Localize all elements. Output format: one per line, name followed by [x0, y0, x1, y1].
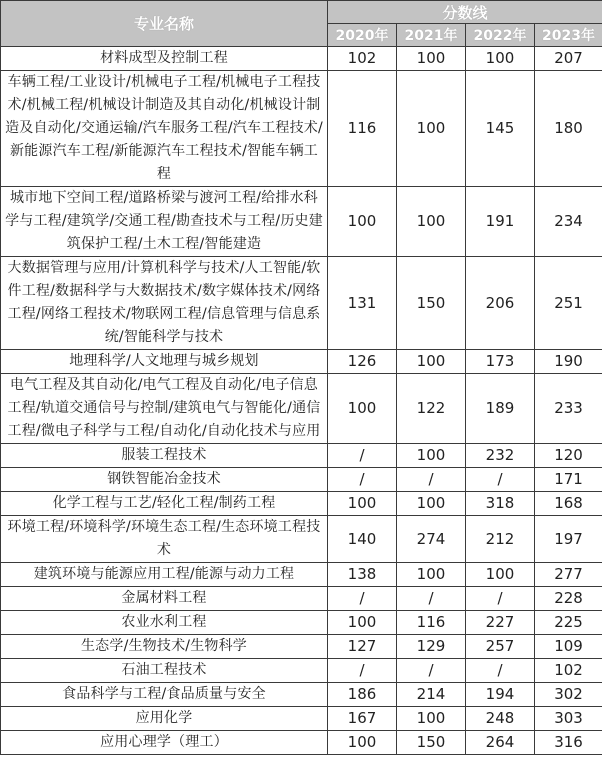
score-2023: 302 — [535, 683, 602, 707]
score-2023: 303 — [535, 707, 602, 731]
score-2021: / — [397, 468, 466, 492]
score-2021: 100 — [397, 187, 466, 257]
table-row — [1, 659, 602, 683]
score-2020: 100 — [328, 374, 397, 444]
score-2022: / — [466, 468, 535, 492]
score-2021: 150 — [397, 257, 466, 350]
score-2022: 100 — [466, 563, 535, 587]
score-2023: 207 — [535, 47, 602, 71]
score-2022: 232 — [466, 444, 535, 468]
table-row — [1, 468, 602, 492]
score-2022: 173 — [466, 350, 535, 374]
major-name: 服装工程技术 — [1, 444, 328, 468]
table-header — [1, 1, 602, 47]
score-2023: 228 — [535, 587, 602, 611]
major-name: 钢铁智能冶金技术 — [1, 468, 328, 492]
score-2023: 277 — [535, 563, 602, 587]
table-row — [1, 47, 602, 71]
score-2023: 171 — [535, 468, 602, 492]
score-2020: / — [328, 468, 397, 492]
major-name: 地理科学/人文地理与城乡规划 — [1, 350, 328, 374]
major-name: 化学工程与工艺/轻化工程/制药工程 — [1, 492, 328, 516]
score-2020: 138 — [328, 563, 397, 587]
score-2023: 251 — [535, 257, 602, 350]
score-2020: 100 — [328, 492, 397, 516]
score-2021: 150 — [397, 731, 466, 755]
major-column-header: 专业名称 — [1, 1, 328, 47]
score-2021: 100 — [397, 444, 466, 468]
score-2020: 127 — [328, 635, 397, 659]
score-2020: 131 — [328, 257, 397, 350]
score-2023: 190 — [535, 350, 602, 374]
table-row — [1, 257, 602, 350]
table-row — [1, 187, 602, 257]
score-2022: 264 — [466, 731, 535, 755]
major-name: 农业水利工程 — [1, 611, 328, 635]
major-name: 材料成型及控制工程 — [1, 47, 328, 71]
score-2023: 225 — [535, 611, 602, 635]
major-name: 城市地下空间工程/道路桥梁与渡河工程/给排水科学与工程/建筑学/交通工程/勘查技术与工程/历史建筑保护工程/土木工程/智能建造 — [1, 187, 328, 257]
major-name: 生态学/生物技术/生物科学 — [1, 635, 328, 659]
score-2022: 191 — [466, 187, 535, 257]
score-2023: 316 — [535, 731, 602, 755]
score-2022: 206 — [466, 257, 535, 350]
score-2020: 126 — [328, 350, 397, 374]
score-2022: 248 — [466, 707, 535, 731]
table-row — [1, 350, 602, 374]
score-2021: 129 — [397, 635, 466, 659]
score-2021: 122 — [397, 374, 466, 444]
score-2020: / — [328, 444, 397, 468]
score-2022: 227 — [466, 611, 535, 635]
score-2020: 116 — [328, 71, 397, 187]
year-header-2022: 2022年 — [466, 24, 535, 47]
score-2022: 100 — [466, 47, 535, 71]
score-2020: 186 — [328, 683, 397, 707]
score-2020: 100 — [328, 187, 397, 257]
score-2020: 167 — [328, 707, 397, 731]
score-2023: 180 — [535, 71, 602, 187]
major-name: 金属材料工程 — [1, 587, 328, 611]
score-2022: 212 — [466, 516, 535, 563]
score-2021: 214 — [397, 683, 466, 707]
score-2021: / — [397, 659, 466, 683]
year-header-2020: 2020年 — [328, 24, 397, 47]
table-row — [1, 444, 602, 468]
score-2022: 257 — [466, 635, 535, 659]
table-row — [1, 374, 602, 444]
score-2020: / — [328, 587, 397, 611]
table-row — [1, 587, 602, 611]
score-2022: 194 — [466, 683, 535, 707]
table-row — [1, 731, 602, 755]
major-name: 建筑环境与能源应用工程/能源与动力工程 — [1, 563, 328, 587]
score-2021: 100 — [397, 563, 466, 587]
table-row — [1, 635, 602, 659]
table-row — [1, 516, 602, 563]
major-name: 应用化学 — [1, 707, 328, 731]
table-row — [1, 611, 602, 635]
major-name: 环境工程/环境科学/环境生态工程/生态环境工程技术 — [1, 516, 328, 563]
score-2023: 109 — [535, 635, 602, 659]
score-2023: 197 — [535, 516, 602, 563]
score-2022: 318 — [466, 492, 535, 516]
major-name: 大数据管理与应用/计算机科学与技术/人工智能/软件工程/数据科学与大数据技术/数字媒体技术/网络工程/网络工程技术/物联网工程/信息管理与信息系统/智能科学与技术 — [1, 257, 328, 350]
table-body — [1, 47, 602, 755]
major-name: 石油工程技术 — [1, 659, 328, 683]
major-name: 电气工程及其自动化/电气工程及自动化/电子信息工程/轨道交通信号与控制/建筑电气与智能化/通信工程/微电子科学与工程/自动化/自动化技术与应用 — [1, 374, 328, 444]
score-2020: 100 — [328, 611, 397, 635]
score-2022: / — [466, 587, 535, 611]
score-2021: 100 — [397, 707, 466, 731]
score-2021: 116 — [397, 611, 466, 635]
score-2020: 140 — [328, 516, 397, 563]
score-2022: 145 — [466, 71, 535, 187]
score-2021: 274 — [397, 516, 466, 563]
score-2023: 168 — [535, 492, 602, 516]
year-header-2021: 2021年 — [397, 24, 466, 47]
score-2021: 100 — [397, 492, 466, 516]
score-2023: 233 — [535, 374, 602, 444]
score-2023: 120 — [535, 444, 602, 468]
score-2022: 189 — [466, 374, 535, 444]
score-2021: / — [397, 587, 466, 611]
major-name: 食品科学与工程/食品质量与安全 — [1, 683, 328, 707]
score-2021: 100 — [397, 47, 466, 71]
score-2023: 234 — [535, 187, 602, 257]
table-row — [1, 492, 602, 516]
table-row — [1, 71, 602, 187]
table-row — [1, 707, 602, 731]
score-2021: 100 — [397, 71, 466, 187]
score-2021: 100 — [397, 350, 466, 374]
score-2020: 100 — [328, 731, 397, 755]
major-name: 应用心理学（理工） — [1, 731, 328, 755]
score-2022: / — [466, 659, 535, 683]
score-2020: 102 — [328, 47, 397, 71]
table-row — [1, 563, 602, 587]
score-group-header: 分数线 — [328, 1, 602, 24]
year-header-2023: 2023年 — [535, 24, 602, 47]
score-2023: 102 — [535, 659, 602, 683]
score-2020: / — [328, 659, 397, 683]
major-name: 车辆工程/工业设计/机械电子工程/机械电子工程技术/机械工程/机械设计制造及其自动化/机械设计制造及自动化/交通运输/汽车服务工程/汽车工程技术/新能源汽车工程/新能源汽车工程技术/智能车辆工程 — [1, 71, 328, 187]
table-row — [1, 683, 602, 707]
